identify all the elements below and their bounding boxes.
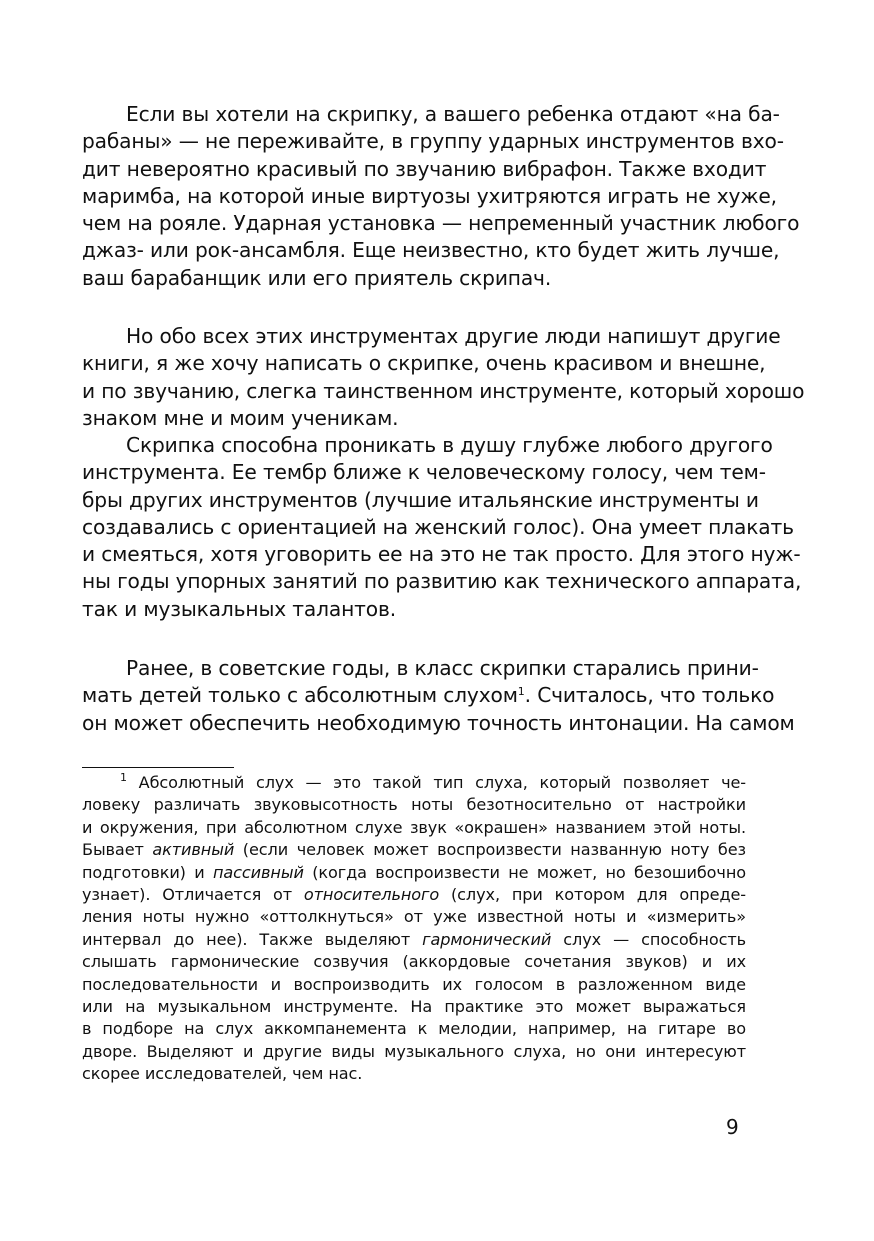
footnote-line: или на музыкальном инструменте. На практике это может выражаться: [82, 997, 746, 1017]
italic-term: активный: [152, 840, 235, 860]
footnote-line: в подборе на слух аккомпанемента к мелодии, например, на гитаре во: [82, 1019, 746, 1039]
text-line: маримба, на которой иные виртуозы ухитряются играть не хуже,: [82, 183, 777, 208]
text-segment: узнает). Отличается от: [82, 885, 304, 905]
text-segment: подготовки) и: [82, 862, 213, 882]
text-segment: слух — способность: [551, 929, 746, 949]
text-line: и смеяться, хотя уговорить ее на это не так просто. Для этого нуж-: [82, 542, 801, 567]
text-line: ваш барабанщик или его приятель скрипач.: [82, 265, 552, 290]
text-line: так и музыкальных талантов.: [82, 596, 396, 621]
text-line: Если вы хотели на скрипку, а вашего ребенка отдают «на ба-: [126, 102, 780, 126]
italic-term: относительного: [303, 885, 440, 905]
text-segment: Абсолютный слух — это такой тип слуха, который позволяет че-: [126, 773, 746, 792]
footnote-line: скорее исследователей, чем нас.: [82, 1064, 363, 1084]
text-line: джаз- или рок-ансамбля. Еще неизвестно, кто будет жить лучше,: [82, 238, 780, 263]
footnote-reference: 1: [517, 685, 525, 699]
paragraph-violin: [82, 432, 802, 623]
footnote-line: [82, 772, 746, 794]
footnote-line: и окружения, при абсолютном слухе звук «окрашен» названием этой ноты.: [82, 817, 746, 837]
text-segment: интервал до нее). Также выделяют: [82, 929, 423, 949]
text-line: чем на рояле. Ударная установка — непременный участник любого: [82, 211, 800, 236]
text-line: Ранее, в советские годы, в класс скрипки старались прини-: [126, 656, 759, 680]
text-line: Но обо всех этих инструментах другие люди напишут другие: [126, 324, 781, 348]
italic-term: гармонический: [422, 929, 552, 949]
footnote-divider: [82, 767, 234, 768]
text-line: инструмента. Ее тембр ближе к человеческому голосу, чем тем-: [82, 460, 766, 485]
text-line: рабаны» — не переживайте, в группу ударных инструментов вхо-: [82, 129, 784, 154]
footnote-line: [82, 884, 746, 906]
paragraph-other-instruments: [82, 323, 805, 432]
footnote: [82, 772, 746, 1086]
text-line: и по звучанию, слегка таинственном инструменте, который хорошо: [82, 378, 805, 403]
footnote-line: дворе. Выделяют и другие виды музыкального слуха, но они интересуют: [82, 1041, 746, 1061]
paragraph-soviet-years: [82, 655, 795, 737]
text-line: он может обеспечить необходимую точность интонации. На самом: [82, 710, 795, 735]
text-segment: (когда воспроизвести не может, но безошибочно: [303, 862, 746, 882]
text-segment: . Считалось, что только: [524, 683, 775, 708]
text-line: создавались с ориентацией на женский голос). Она умеет плакать: [82, 514, 794, 539]
text-line: ны годы упорных занятий по развитию как технического аппарата,: [82, 569, 802, 594]
footnote-line: [82, 839, 746, 861]
text-line: Скрипка способна проникать в душу глубже любого другого: [126, 433, 773, 457]
text-line: дит невероятно красивый по звучанию вибрафон. Также входит: [82, 156, 767, 181]
footnote-line: ления ноты нужно «оттолкнуться» от уже известной ноты и «измерить»: [82, 907, 746, 927]
text-line-with-footnote-ref: [82, 682, 775, 709]
paragraph-percussion: [82, 101, 800, 292]
footnote-mark: 1: [120, 771, 127, 784]
text-segment: (если человек может воспроизвести названную ноту без: [234, 840, 746, 860]
italic-term: пассивный: [213, 862, 304, 882]
page-number: 9: [726, 1115, 739, 1139]
footnote-line: ловеку различать звуковысотность ноты безотносительно от настройки: [82, 795, 746, 815]
text-line: бры других инструментов (лучшие итальянские инструменты и: [82, 487, 759, 512]
footnote-line: [82, 862, 746, 884]
footnote-line: слышать гармонические созвучия (аккордовые сочетания звуков) и их: [82, 952, 746, 972]
text-segment: (слух, при котором для опреде-: [439, 885, 746, 905]
text-line: знаком мне и моим ученикам.: [82, 405, 399, 430]
text-segment: мать детей только с абсолютным слухом: [82, 683, 518, 708]
footnote-line: последовательности и воспроизводить их голосом в разложенном виде: [82, 974, 746, 994]
text-segment: Бывает: [82, 840, 153, 860]
footnote-line: [82, 929, 746, 951]
text-line: книги, я же хочу написать о скрипке, очень красивом и внешне,: [82, 351, 766, 376]
